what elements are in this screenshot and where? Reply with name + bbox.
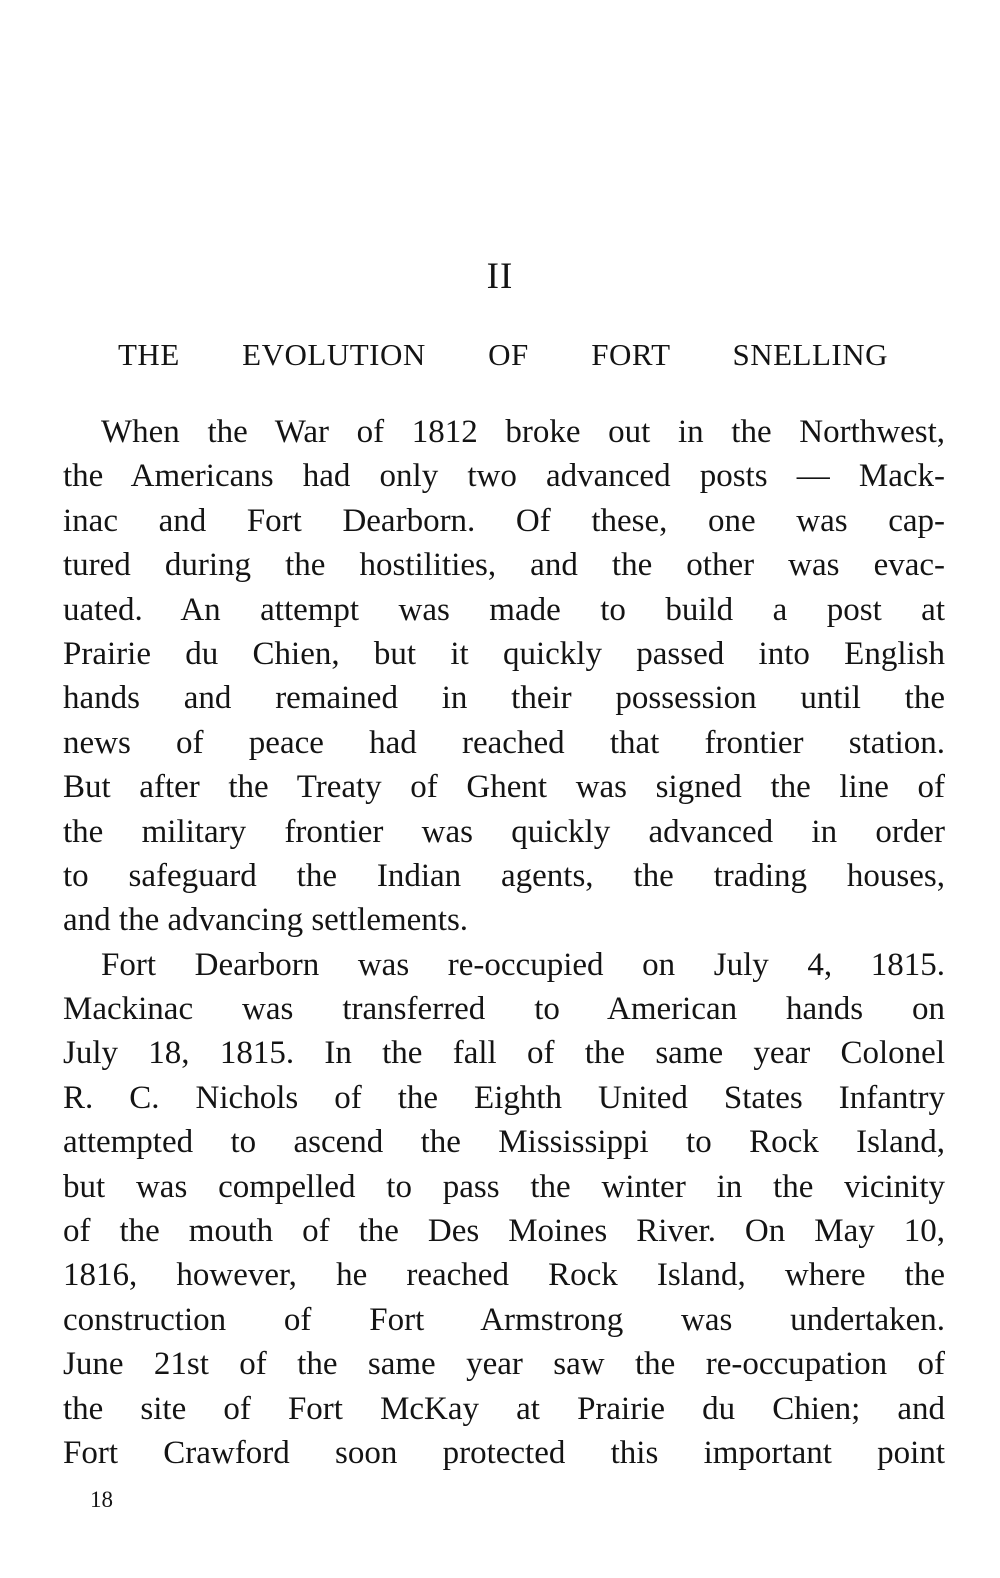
paragraph-1 <box>63 410 945 943</box>
text-line: When the War of 1812 broke out in the Northwest, <box>101 414 945 450</box>
text-line: tured during the hostilities, and the other was evac- <box>63 547 945 584</box>
text-line: of the mouth of the Des Moines River. On May 10, <box>63 1213 945 1250</box>
text-line: uated. An attempt was made to build a post at <box>63 591 945 628</box>
text-line: Prairie du Chien, but it quickly passed into English <box>63 635 945 672</box>
text-line: inac and Fort Dearborn. Of these, one was cap- <box>63 502 945 539</box>
text-line: attempted to ascend the Mississippi to Rock Island, <box>63 1124 945 1161</box>
page-number: 18 <box>90 1487 113 1512</box>
text-line: to safeguard the Indian agents, the trading houses, <box>63 857 945 894</box>
chapter-number: II <box>486 256 514 297</box>
chapter-title: THE EVOLUTION OF FORT SNELLING <box>118 337 888 372</box>
text-line: Mackinac was transferred to American hands on <box>63 991 945 1028</box>
text-line: July 18, 1815. In the fall of the same year Colonel <box>63 1035 945 1072</box>
text-line: the site of Fort McKay at Prairie du Chien; and <box>63 1390 945 1427</box>
text-line: the military frontier was quickly advanced in order <box>63 813 945 850</box>
text-line: 1816, however, he reached Rock Island, where the <box>63 1257 945 1294</box>
text-line: the Americans had only two advanced posts — Mack- <box>63 458 945 495</box>
text-line: news of peace had reached that frontier station. <box>63 724 945 761</box>
text-line: June 21st of the same year saw the re-occupation of <box>63 1346 945 1383</box>
text-line: hands and remained in their possession until the <box>63 680 945 717</box>
text-line: construction of Fort Armstrong was undertaken. <box>63 1301 945 1338</box>
text-line: But after the Treaty of Ghent was signed the line of <box>63 769 945 806</box>
text-line: Fort Crawford soon protected this important point <box>63 1434 945 1471</box>
text-line: Fort Dearborn was re-occupied on July 4, 1815. <box>101 946 945 983</box>
paragraph-2 <box>63 943 945 1476</box>
text-line: and the advancing settlements. <box>63 902 469 939</box>
body-text <box>63 410 945 1475</box>
text-line: R. C. Nichols of the Eighth United States Infantry <box>63 1079 945 1116</box>
text-line: but was compelled to pass the winter in the vicinity <box>63 1168 945 1205</box>
